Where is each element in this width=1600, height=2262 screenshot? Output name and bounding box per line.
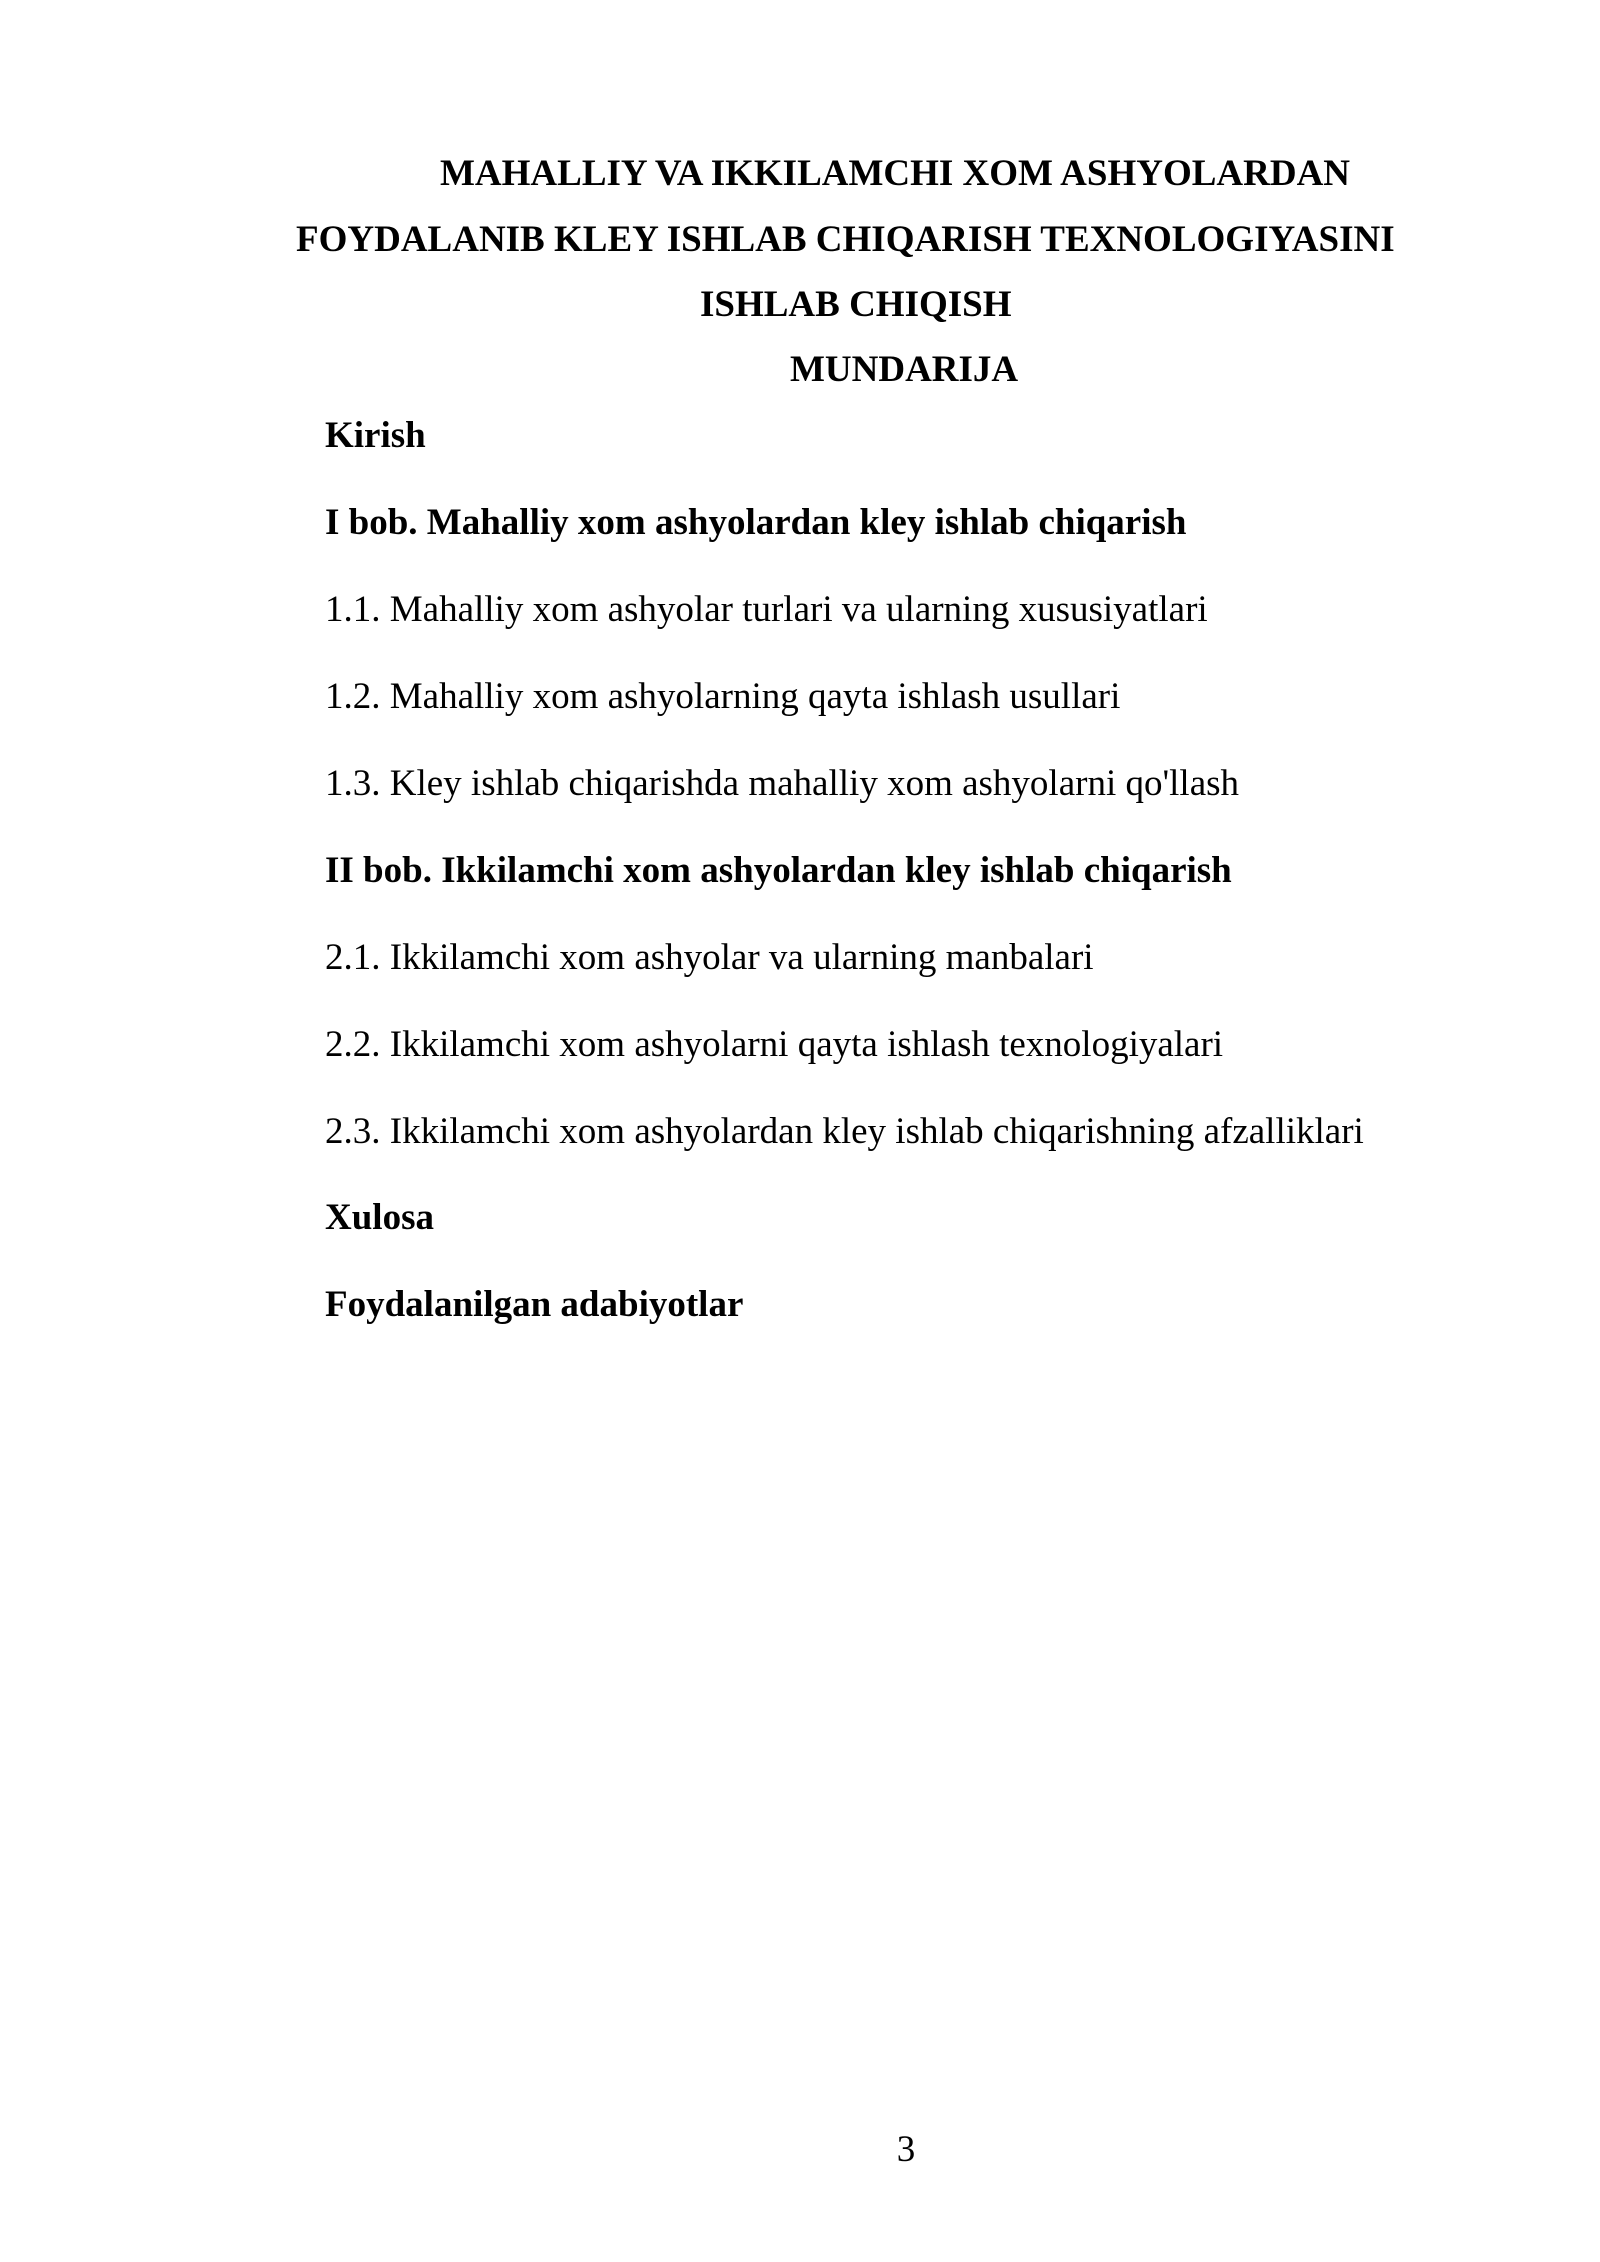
contents-heading: MUNDARIJA <box>790 349 1019 390</box>
toc-entry-section-2-1: 2.1. Ikkilamchi xom ashyolar va ularning manbalari <box>325 937 1094 978</box>
toc-entry-references: Foydalanilgan adabiyotlar <box>325 1284 744 1325</box>
document-title-line-1: MAHALLIY VA IKKILAMCHI XOM ASHYOLARDAN <box>440 153 1351 194</box>
toc-entry-conclusion: Xulosa <box>325 1197 434 1238</box>
toc-entry-section-2-2: 2.2. Ikkilamchi xom ashyolarni qayta ishlash texnologiyalari <box>325 1024 1224 1065</box>
toc-entry-chapter-2: II bob. Ikkilamchi xom ashyolardan kley ishlab chiqarish <box>325 850 1232 891</box>
toc-entry-section-1-3: 1.3. Kley ishlab chiqarishda mahalliy xom ashyolarni qo'llash <box>325 763 1240 804</box>
toc-entry-chapter-1: I bob. Mahalliy xom ashyolardan kley ishlab chiqarish <box>325 502 1187 543</box>
toc-entry-section-1-1: 1.1. Mahalliy xom ashyolar turlari va ularning xususiyatlari <box>325 589 1208 630</box>
document-title-line-2: FOYDALANIB KLEY ISHLAB CHIQARISH TEXNOLOGIYASINI <box>296 219 1395 260</box>
toc-entry-section-1-2: 1.2. Mahalliy xom ashyolarning qayta ishlash usullari <box>325 676 1121 717</box>
toc-entry-introduction: Kirish <box>325 415 426 456</box>
document-title-line-3: ISHLAB CHIQISH <box>700 284 1012 325</box>
page-number: 3 <box>896 2129 916 2170</box>
toc-entry-section-2-3: 2.3. Ikkilamchi xom ashyolardan kley ishlab chiqarishning afzalliklari <box>325 1111 1364 1152</box>
